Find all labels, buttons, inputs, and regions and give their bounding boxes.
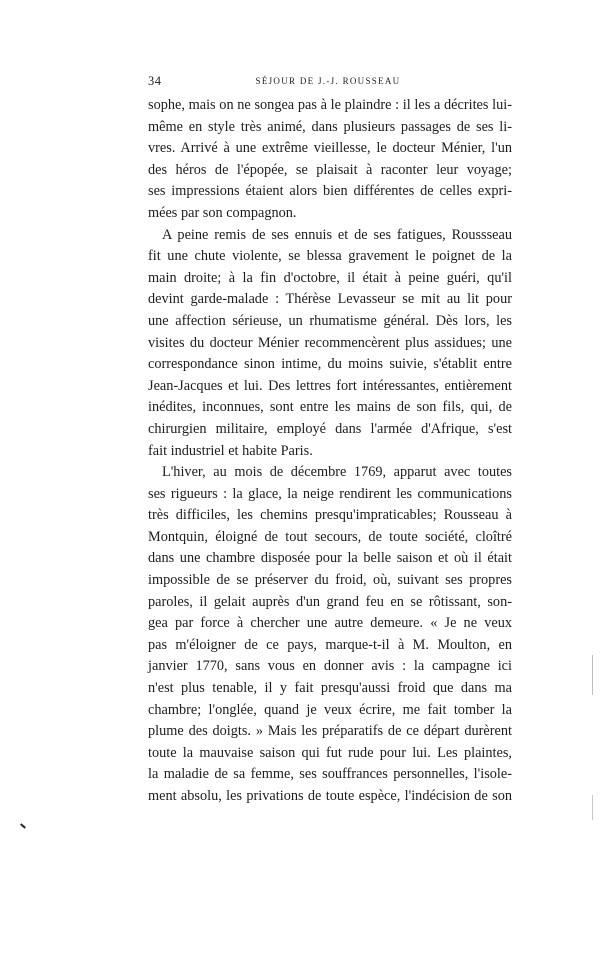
text-line: A peine remis de ses ennuis et de ses fatigues, Roussseau <box>162 226 512 243</box>
running-title: SÉJOUR DE J.-J. ROUSSEAU <box>255 76 401 86</box>
text-line: impossible de se préserver du froid, où, suivant ses propres <box>148 572 512 589</box>
text-line: main droite; à la fin d'octobre, il était à peine guéri, qu'il <box>148 269 512 286</box>
text-line: devint garde-malade : Thérèse Levasseur se mit au lit pour <box>148 291 512 308</box>
body-text <box>148 95 512 808</box>
ink-speck <box>592 655 593 695</box>
text-line: une affection sérieuse, un rhumatisme général. Dès lors, les <box>148 312 512 329</box>
text-line: janvier 1770, sans vous en donner avis : la campagne ici <box>148 658 512 675</box>
text-line: des héros de l'épopée, se plaisait à raconter leur voyage; <box>148 161 512 178</box>
text-line: chambre; l'onglée, quand je veux écrire, me fait tomber la <box>148 701 512 718</box>
text-line: visites du docteur Ménier recommencèrent plus assidues; une <box>148 334 512 351</box>
text-line: inédites, inconnues, sont entre les mains de son fils, qui, de <box>148 399 512 416</box>
running-head <box>148 74 508 90</box>
text-line: Montquin, éloigné de tout secours, de toute société, cloîtré <box>148 528 512 545</box>
ink-speck <box>20 823 26 828</box>
text-line: paroles, il gelait auprès d'un grand feu en se rôtissant, son- <box>148 593 512 610</box>
text-line: toute la mauvaise saison qui fut rude pour lui. Les plaintes, <box>148 744 512 761</box>
text-line: fait industriel et habite Paris. <box>148 442 313 459</box>
text-line: pas m'éloigner de ce pays, marque-t-il à M. Moulton, en <box>148 636 512 653</box>
text-line: la maladie de sa femme, ses souffrances personnelles, l'isole- <box>148 766 512 783</box>
text-line: mées par son compagnon. <box>148 204 297 221</box>
text-line: sophe, mais on ne songea pas à le plaindre : il les a décrites lui- <box>148 97 512 113</box>
ink-speck <box>592 795 593 820</box>
text-line: fit une chute violente, se blessa gravement le poignet de la <box>148 248 512 265</box>
text-line: L'hiver, au mois de décembre 1769, apparut avec toutes <box>162 464 512 481</box>
text-line: ses rigueurs : la glace, la neige rendirent les communications <box>148 485 512 502</box>
page-number: 34 <box>148 74 162 88</box>
text-line: correspondance sinon intime, du moins suivie, s'établit entre <box>148 356 512 373</box>
text-line: n'est plus tenable, il y fait presqu'aussi froid que dans ma <box>148 680 512 697</box>
text-line: ment absolu, les privations de toute espèce, l'indécision de son <box>148 788 512 804</box>
text-line: dans une chambre disposée pour la belle saison et où il était <box>148 550 512 567</box>
text-line: très difficiles, les chemins presqu'impraticables; Rousseau à <box>148 507 512 524</box>
text-line: vres. Arrivé à une extrême vieillesse, le docteur Ménier, l'un <box>148 140 512 157</box>
text-line: même en style très animé, dans plusieurs passages de ses li- <box>148 118 512 135</box>
text-line: ses impressions étaient alors bien différentes de celles expri- <box>148 183 512 200</box>
text-line: Jean-Jacques et lui. Des lettres fort intéressantes, entièrement <box>148 377 512 394</box>
text-line: plume des doigts. » Mais les préparatifs de ce départ durèrent <box>148 723 512 740</box>
text-line: gea par force à chercher une autre demeure. « Je ne veux <box>148 615 512 632</box>
text-line: chirurgien militaire, employé dans l'armée d'Afrique, s'est <box>148 420 512 437</box>
